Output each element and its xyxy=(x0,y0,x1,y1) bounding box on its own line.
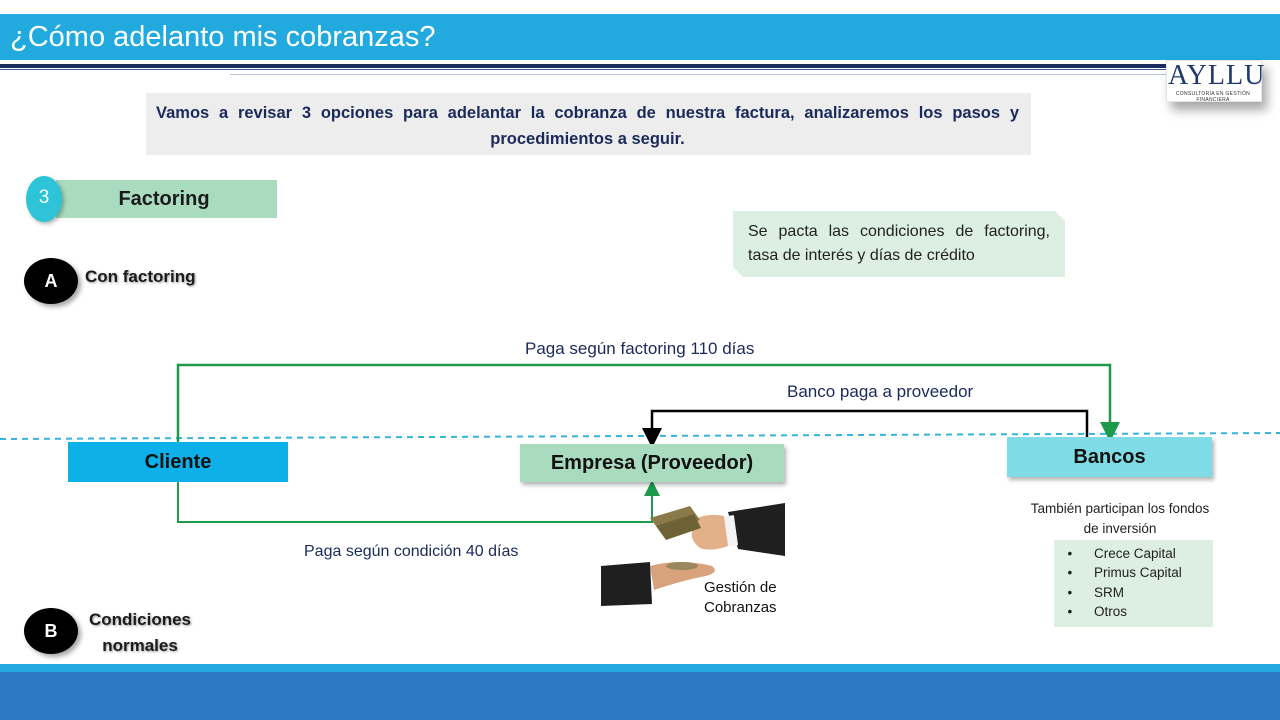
bullet-icon: • xyxy=(1060,546,1073,561)
page-title: ¿Cómo adelanto mis cobranzas? xyxy=(10,21,436,53)
note-text: Se pacta las condiciones de factoring, tasa de interés y días de crédito xyxy=(748,223,1050,264)
option-a-marker: A xyxy=(24,258,78,304)
option-a-label: Con factoring xyxy=(85,267,196,286)
image-caption-line1: Gestión de xyxy=(704,579,777,596)
bullet-icon: • xyxy=(1060,565,1073,581)
factoring-payment-label: Paga según factoring 110 días xyxy=(525,339,755,358)
logo-tagline: CONSULTORÍA EN GESTIÓN FINANCIERA xyxy=(1175,91,1251,103)
section-title: Factoring xyxy=(118,188,210,210)
fund-item: • Otros xyxy=(1060,602,1182,621)
factoring-payment-arrow xyxy=(178,365,1110,442)
node-empresa: Empresa (Proveedor) xyxy=(520,444,784,482)
funds-intro: También participan los fondos de inversión xyxy=(1030,501,1210,536)
section-number: 3 xyxy=(26,176,62,222)
node-cliente: Cliente xyxy=(68,442,288,482)
image-caption xyxy=(704,578,777,618)
logo-name: AYLLU xyxy=(1168,60,1266,91)
option-b-marker: B xyxy=(24,608,78,654)
bullet-icon: • xyxy=(1060,584,1073,600)
funds-list xyxy=(1060,544,1182,621)
bullet-icon: • xyxy=(1060,603,1073,619)
option-b-label-line1: Condiciones xyxy=(88,610,191,629)
option-b-label xyxy=(85,607,195,659)
normal-payment-label: Paga según condición 40 días xyxy=(304,543,519,560)
intro-text: Vamos a revisar 3 opciones para adelantar la cobranza de nuestra factura, analizaremos los pasos y procedimientos a seguir. xyxy=(156,104,1019,148)
fund-item: • Crece Capital xyxy=(1060,544,1182,563)
footer-bar xyxy=(0,672,1280,720)
fund-item: • SRM xyxy=(1060,583,1182,602)
fund-item: • Primus Capital xyxy=(1060,563,1182,582)
option-b-label-line2: normales xyxy=(102,636,178,655)
bank-pays-label: Banco paga a proveedor xyxy=(787,382,974,401)
node-bancos: Bancos xyxy=(1007,437,1212,477)
footer-accent xyxy=(0,664,1280,672)
image-caption-line2: Cobranzas xyxy=(704,599,777,616)
normal-payment-arrow xyxy=(178,482,652,522)
